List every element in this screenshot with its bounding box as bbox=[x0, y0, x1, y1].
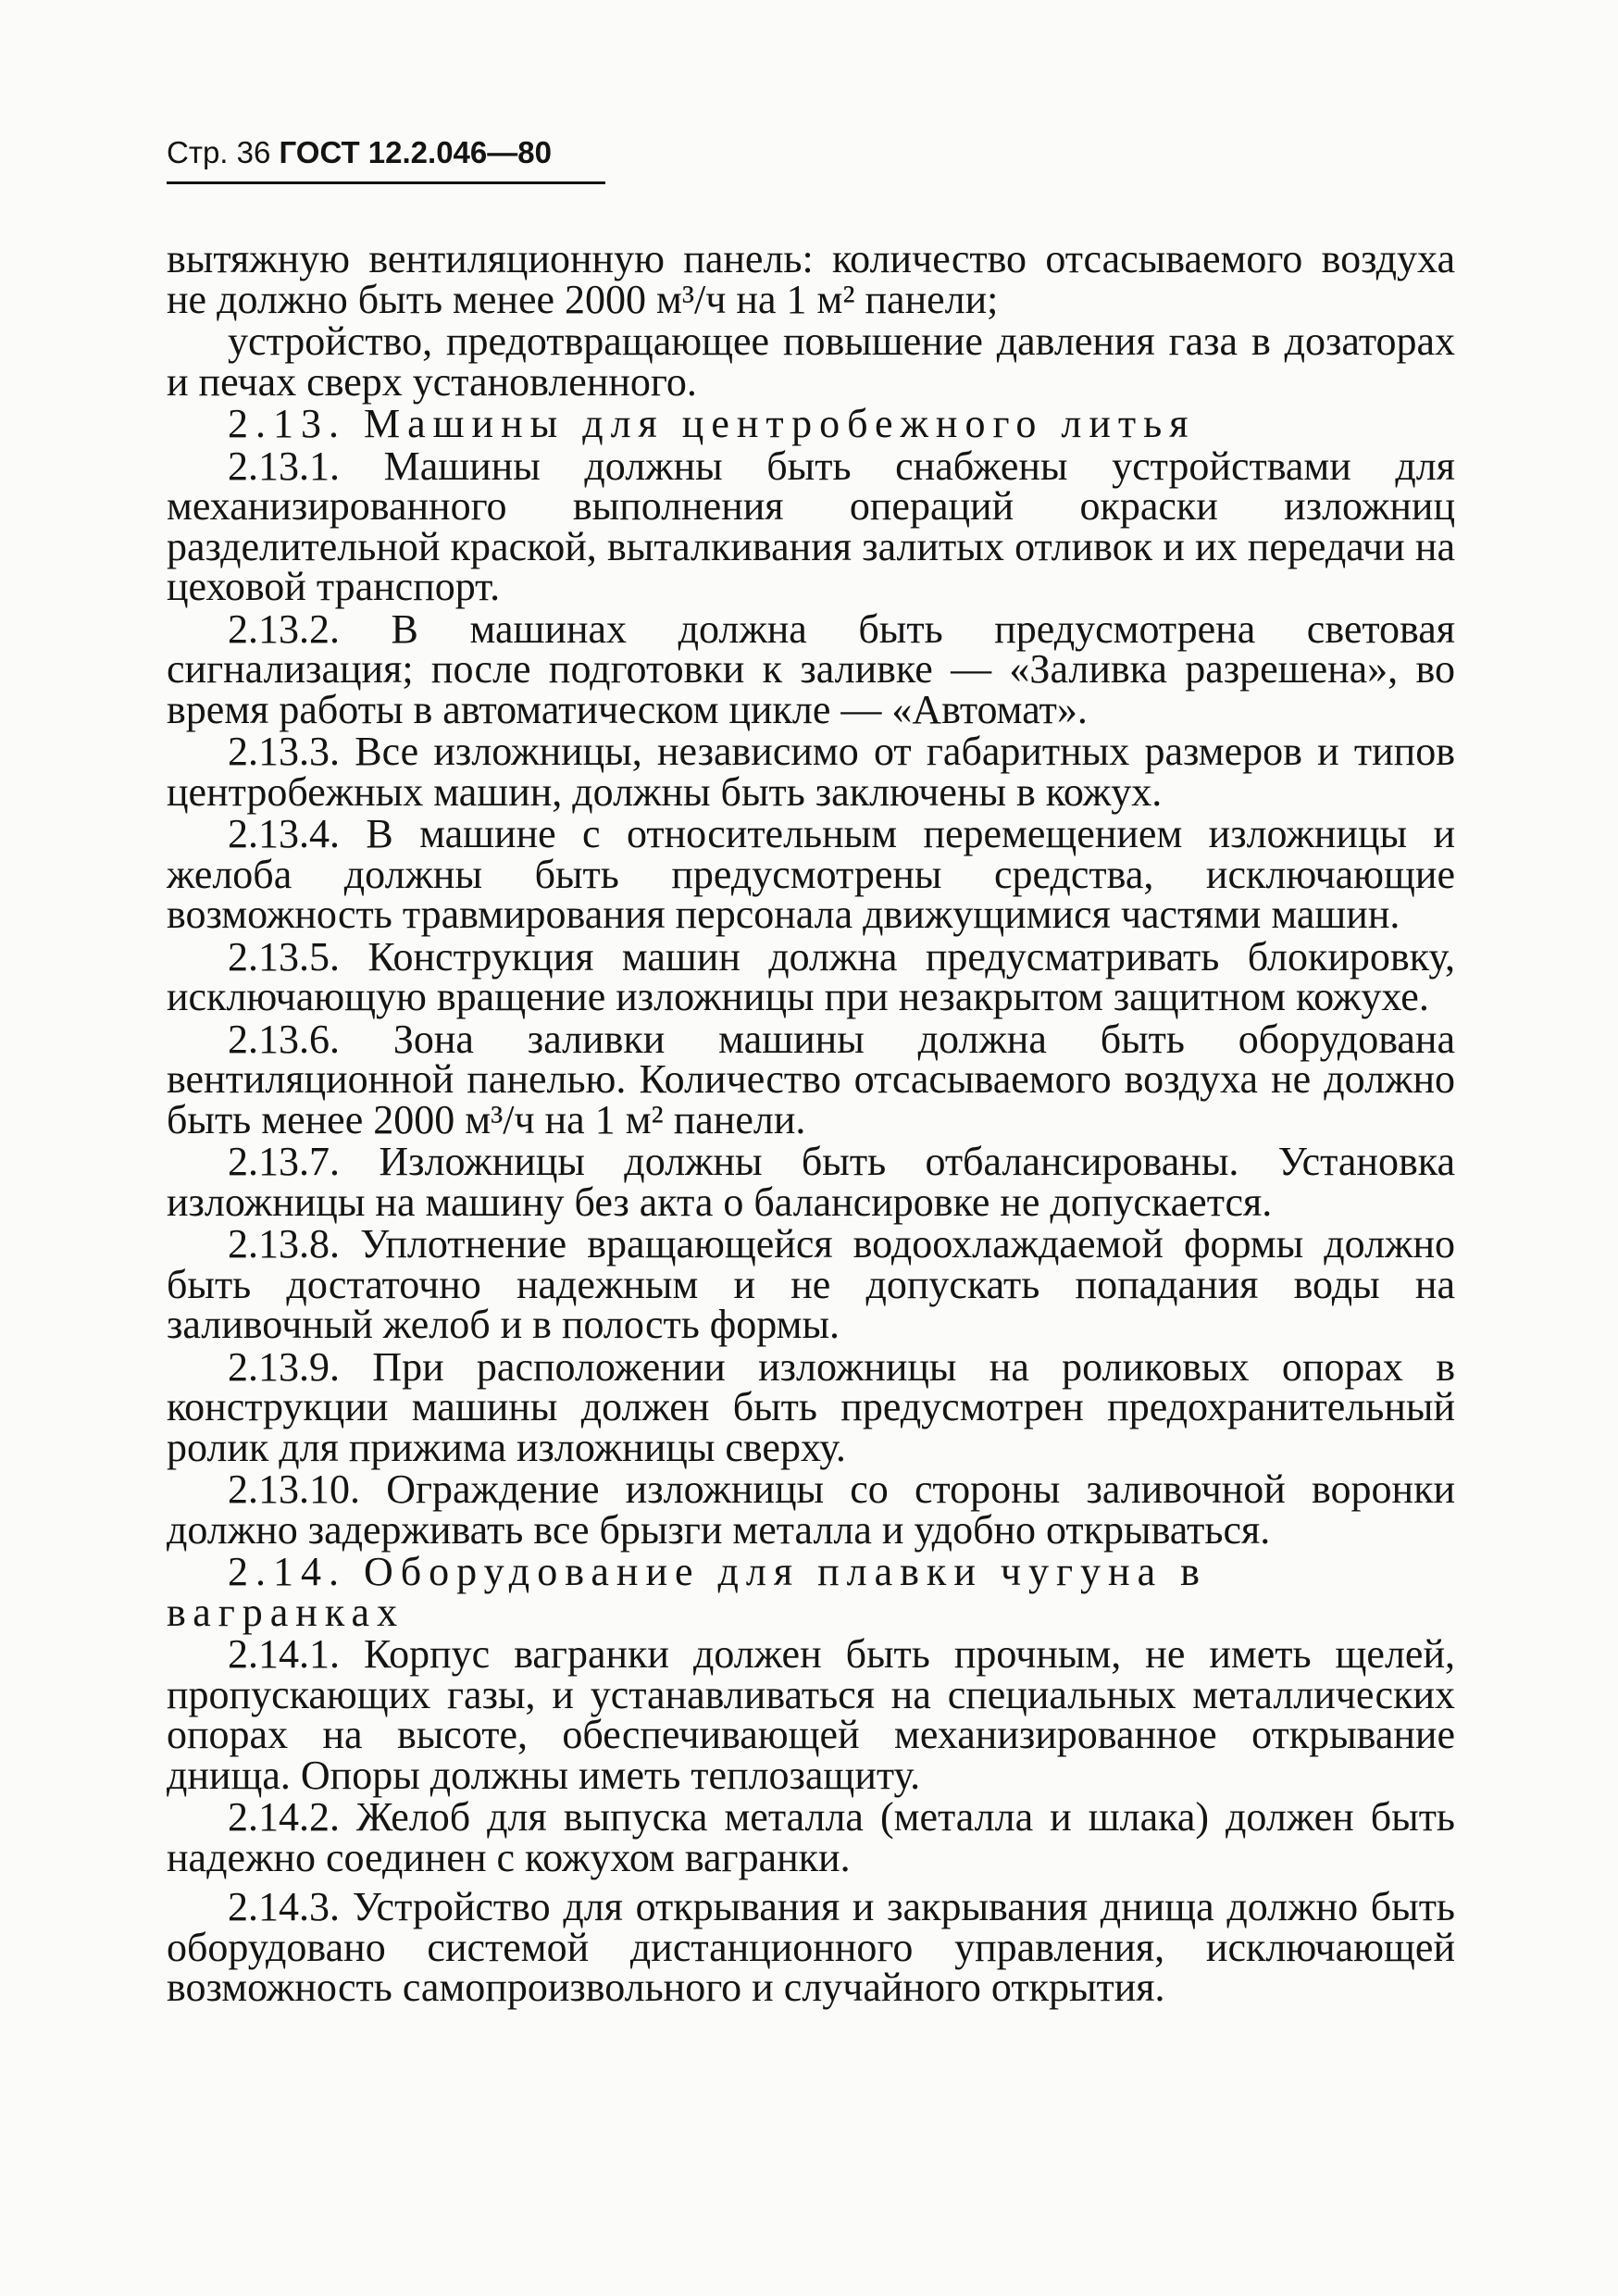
section-heading: 2.13. Машины для центробежного литья bbox=[228, 401, 1196, 446]
paragraph: 2.13.6. Зона заливки машины должна быть оборудована вентиляционной панелью. Количество отсасываемого воздуха не должно быть менее 2000 м³/ч на 1 м² панели. bbox=[167, 1016, 1455, 1142]
document-body bbox=[167, 236, 1455, 2010]
page-number: Стр. 36 bbox=[167, 135, 271, 169]
paragraph: 2.13.1. Машины должны быть снабжены устройствами для механизированного выполнения операций окраски изложниц разделительной краской, выталкивания залитых отливок и их передачи на цеховой транспорт. bbox=[167, 443, 1455, 609]
paragraph: 2.13.2. В машинах должна быть предусмотрена световая сигнализация; после подготовки к заливке — «Заливка разрешена», во время работы в автоматическом цикле — «Автомат». bbox=[167, 605, 1455, 732]
paragraph: 2.13.7. Изложницы должны быть отбалансированы. Установка изложницы на машину без акта о балансировке не допускается. bbox=[167, 1139, 1455, 1225]
paragraph: вытяжную вентиляционную панель: количество отсасываемого воздуха не должно быть менее 2000 м³/ч на 1 м² панели; bbox=[167, 236, 1455, 322]
page-header bbox=[167, 135, 552, 170]
paragraph: 2.13.5. Конструкция машин должна предусматривать блокировку, исключающую вращение изложницы при незакрытом защитном кожухе. bbox=[167, 933, 1455, 1019]
section-heading: 2.14. Оборудование для плавки чугуна в вагранках bbox=[167, 1549, 1207, 1635]
paragraph: 2.14.1. Корпус вагранки должен быть прочным, не иметь щелей, пропускающих газы, и устанавливаться на специальных металлических опорах на высоте, обеспечивающей механизированное открывание днища. Опоры должны иметь теплозащиту. bbox=[167, 1631, 1455, 1798]
paragraph: 2.14.2. Желоб для выпуска металла (металла и шлака) должен быть надежно соединен с кожухом вагранки. bbox=[167, 1794, 1455, 1880]
paragraph: 2.14.3. Устройство для открывания и закрывания днища должно быть оборудовано системой дистанционного управления, исключающей возможность самопроизвольного и случайного открытия. bbox=[167, 1884, 1455, 2010]
standard-code: ГОСТ 12.2.046—80 bbox=[279, 135, 552, 169]
paragraph: 2.13.10. Ограждение изложницы со стороны заливочной воронки должно задерживать все брызги металла и удобно открываться. bbox=[167, 1466, 1455, 1553]
paragraph: 2.13.3. Все изложницы, независимо от габаритных размеров и типов центробежных машин, должны быть заключены в кожух. bbox=[167, 729, 1455, 815]
paragraph: 2.13.9. При расположении изложницы на роликовых опорах в конструкции машины должен быть предусмотрен предохранительный ролик для прижима изложницы сверху. bbox=[167, 1343, 1455, 1470]
paragraph: 2.13.8. Уплотнение вращающейся водоохлаждаемой формы должно быть достаточно надежным и не допускать попадания воды на заливочный желоб и в полость формы. bbox=[167, 1221, 1455, 1347]
paragraph: устройство, предотвращающее повышение давления газа в дозаторах и печах сверх установленного. bbox=[167, 318, 1455, 405]
paragraph: 2.13.4. В машине с относительным перемещением изложницы и желоба должны быть предусмотрены средства, исключающие возможность травмирования персонала движущимися частями машин. bbox=[167, 811, 1455, 937]
header-rule bbox=[167, 181, 605, 184]
